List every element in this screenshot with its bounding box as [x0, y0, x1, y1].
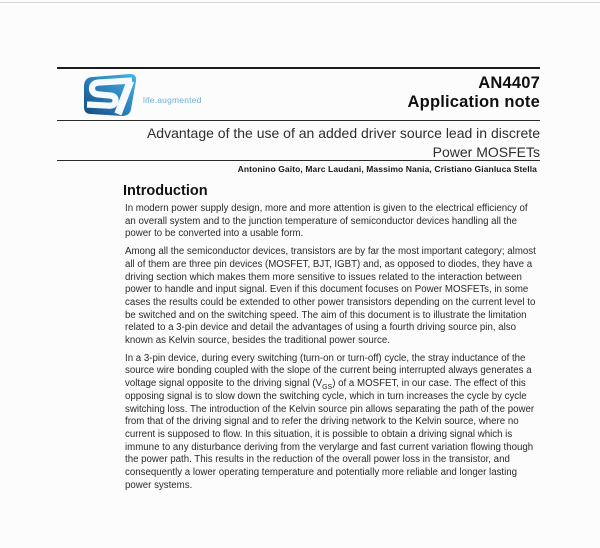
doc-type: Application note — [407, 93, 540, 111]
paragraph-3-before-subscript: In a 3-pin device, during every switching (turn-on or turn-off) cycle, the stray inductance of the source wire bonding coupled with the slope of the current being interrupted always generates a voltage signal opposite to the driving signal (V — [125, 352, 532, 390]
doc-title-line2: Power MOSFETs — [432, 144, 540, 160]
introduction-body — [125, 203, 538, 497]
authors-line: Antonino Gaito, Marc Laudani, Massimo Nania, Cristiano Gianluca Stella — [237, 164, 537, 174]
paragraph-3 — [125, 353, 538, 493]
paragraph-2: Among all the semiconductor devices, transistors are by far the most important category; almost all of them are three pin devices (MOSFET, BJT, IGBT) and, as opposed to diodes, they have a driving section which makes them more sensitive to issues related to the interaction between power to handle and input signal. Even if this document focuses on Power MOSFETs, in some cases the results could be extended to other power transistors depending on the current level to be switched and on the switching speed. The aim of this document is to illustrate the limitation related to a 3-pin device and detail the advantages of using a fourth driving source pin, also known as Kelvin source, besides the traditional power source. — [125, 246, 536, 347]
vgs-subscript: GS — [322, 384, 333, 392]
title-authors-rule — [57, 160, 540, 161]
doc-number: AN4407 — [478, 74, 540, 92]
page-top-edge — [0, 2, 600, 3]
doc-id-block — [408, 74, 540, 112]
paragraph-3-after-subscript: ) of a MOSFET, in our case. The effect of this opposing signal is to slow down the switching cycle, which in turn increases the cycle by cycle switching loss. The introduction of the Kelvin source pin allows separating the path of the power from that of the driving signal and to refer the driving network to the Kelvin source, where no current is supposed to flow. In this situation, it is possible to obtain a driving signal which is immune to any disturbance deriving from the verylarge and fast current variation flowing though the power path. This results in the reduction of the overall power loss in the transistor, and consequently a lower operating temperature and potentially more reliable and longer lasting power systems. — [125, 378, 535, 491]
section-heading-introduction: Introduction — [123, 183, 208, 199]
brand-tagline: life.augmented — [143, 95, 202, 105]
paragraph-1: In modern power supply design, more and more attention is given to the electrical efficiency of an overall system and to the junction temperature of semiconductor devices handling all the power to be converted into a usable form. — [125, 203, 528, 240]
header-bottom-rule — [57, 120, 540, 121]
doc-title — [57, 124, 540, 162]
header-top-rule — [57, 67, 540, 69]
st-logo — [78, 73, 139, 118]
doc-title-line1: Advantage of the use of an added driver source lead in discrete — [146, 125, 540, 141]
